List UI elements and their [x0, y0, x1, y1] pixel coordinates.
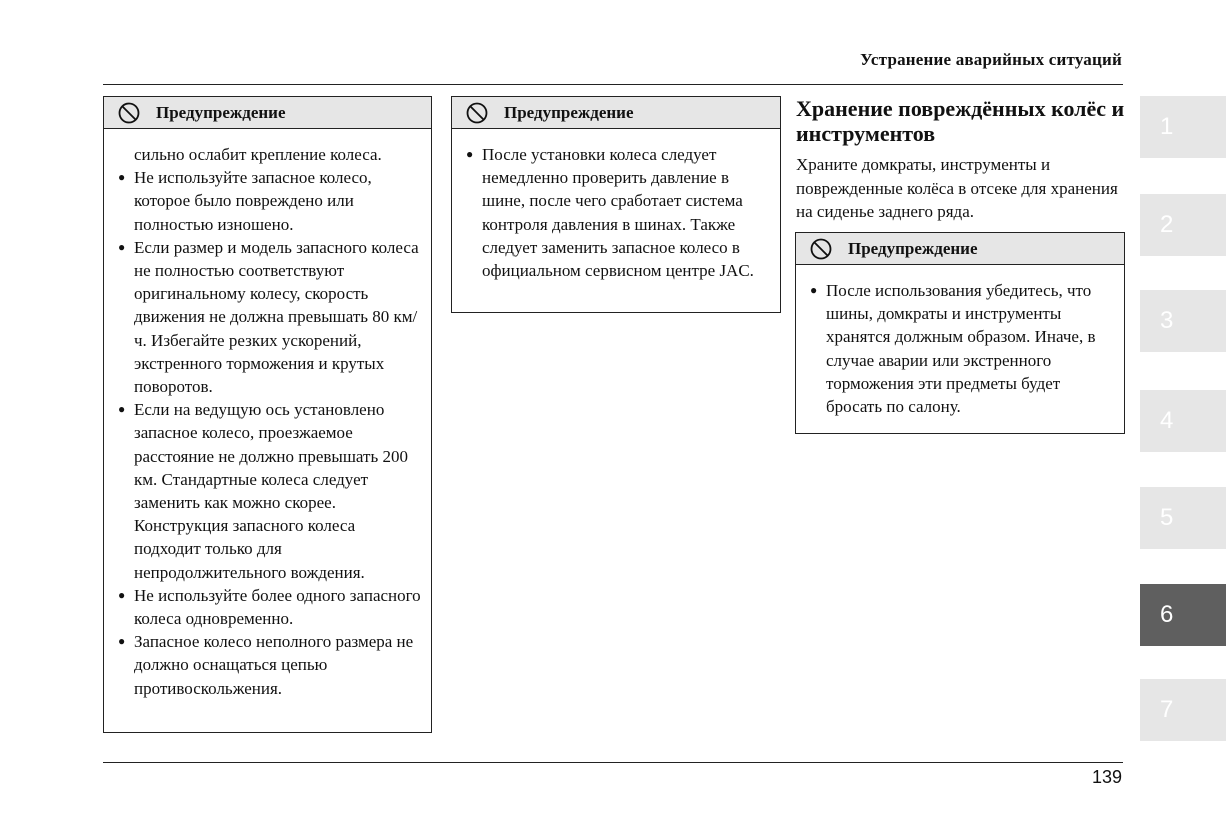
warning-list — [466, 143, 774, 282]
warning-list-item: ● Не используйте более одного запасного колеса одновременно. — [118, 584, 425, 630]
warning-list — [118, 166, 425, 700]
warning-title: Предупреждение — [156, 102, 286, 122]
warning-header — [104, 97, 431, 129]
chapter-tab-1[interactable]: 1 — [1140, 96, 1226, 158]
page-header-title: Устранение аварийных ситуаций — [860, 50, 1122, 69]
warning-box-storage — [795, 232, 1125, 434]
warning-body — [796, 265, 1124, 418]
warning-body — [104, 129, 431, 700]
warning-box-tire-pressure — [451, 96, 781, 313]
chapter-tab-5[interactable]: 5 — [1140, 487, 1226, 549]
warning-list — [810, 279, 1118, 418]
prohibition-icon — [466, 102, 488, 124]
chapter-tab-2[interactable]: 2 — [1140, 194, 1226, 256]
warning-title: Предупреждение — [848, 238, 978, 258]
warning-box-spare-wheel — [103, 96, 432, 733]
prohibition-icon — [118, 102, 140, 124]
page-number: 139 — [1091, 767, 1122, 787]
warning-header — [452, 97, 780, 129]
prohibition-icon — [810, 238, 832, 260]
warning-list-item: ● Если на ведущую ось установлено запасное колесо, проезжаемое расстояние не должно превышать 200 км. Стандартные колеса следует заменить как можно скорее. Конструкция запасного колеса подходит только для непродолжительного вождения. — [118, 398, 425, 584]
warning-list-item: ● Если размер и модель запасного колеса не полностью соответствуют оригинальному колесу, скорость движения не должна превышать 80 км/ч. Избегайте резких ускорений, экстренного торможения и крутых поворотов. — [118, 236, 425, 398]
chapter-tab-3[interactable]: 3 — [1140, 290, 1226, 352]
footer-divider — [103, 762, 1123, 763]
chapter-tab-6[interactable]: 6 — [1140, 584, 1226, 646]
section-text: Храните домкраты, инструменты и поврежденные колёса в отсеке для хранения на сиденье заднего ряда. — [796, 155, 1118, 221]
warning-list-item: ● После использования убедитесь, что шины, домкраты и инструменты хранятся должным образом. Иначе, в случае аварии или экстренного торможения эти предметы будет бросать по салону. — [810, 279, 1118, 418]
warning-list-item: ● После установки колеса следует немедленно проверить давление в шине, после чего сработает система контроля давления в шинах. Также следует заменить запасное колесо в официальном сервисном центре JAC. — [466, 143, 774, 282]
warning-list-item: ● Запасное колесо неполного размера не должно оснащаться цепью противоскольжения. — [118, 630, 425, 700]
header-divider — [103, 84, 1123, 85]
section-title: Хранение повреждённых колёс и инструментов — [796, 96, 1125, 146]
warning-continuation-text: сильно ослабит крепление колеса. — [134, 145, 382, 164]
warning-list-item: ● Не используйте запасное колесо, которое было повреждено или полностью изношено. — [118, 166, 425, 236]
warning-body — [452, 129, 780, 282]
warning-title: Предупреждение — [504, 102, 634, 122]
warning-header — [796, 233, 1124, 265]
chapter-tab-7[interactable]: 7 — [1140, 679, 1226, 741]
chapter-tab-4[interactable]: 4 — [1140, 390, 1226, 452]
